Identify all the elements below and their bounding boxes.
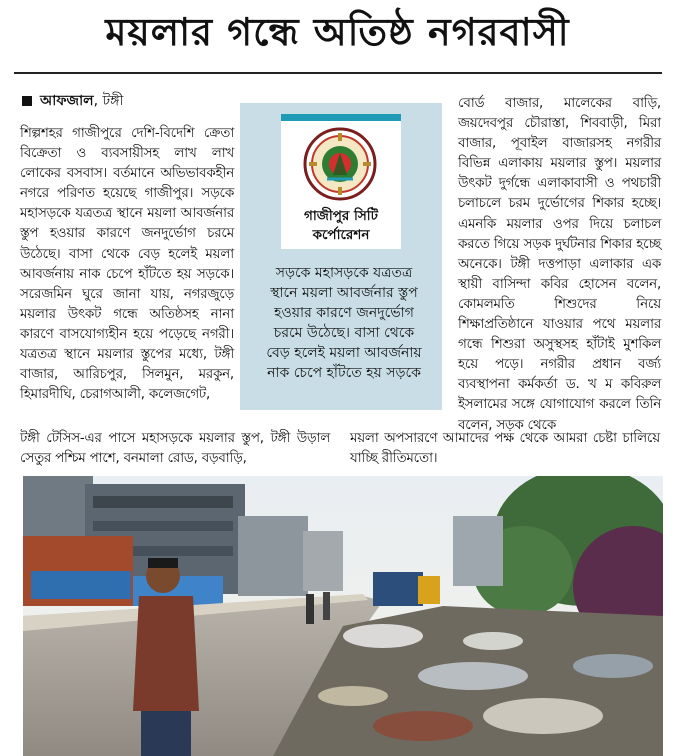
- logo-caption: গাজীপুর সিটি কর্পোরেশন: [304, 208, 378, 243]
- byline-location: টঙ্গী: [102, 93, 124, 109]
- pull-quote: সড়কে মহাসড়কে যত্রতত্র স্থানে ময়লা আবর্জনার স্তুপ হওয়ার কারণে জনদুর্ভোগ চরমে উঠেছে। বাসা থেকে বেড় হলেই ময়লা আবর্জনায় নাক চেপে হাঁটতে হয় সড়কে: [266, 265, 422, 381]
- article-column-3: বোর্ড বাজার, মালেকের বাড়ি, জয়দেবপুর চৌরাস্তা, শিববাড়ী, মিরা বাজার, পূবাইল বাজারসহ নগরীর বিভিন্ন এলাকায় ময়লার স্তুপ। ময়লার উৎকট দুর্গন্ধে এলাকাবাসী ও পথচারী চলাচলে চরম দুর্ভোগের শিকার হচ্ছে। এমনকি ময়লার ওপর দিয়ে চলাচল করতে গিয়ে সড়ক দুর্ঘটনার শিকার হচ্ছে অনেকে। টঙ্গী দত্তপাড়া এলাকার এক স্থায়ী বাসিন্দা কবির হোসেন বলেন, কোমলমতি শিশুদের নিয়ে শিক্ষাপ্রতিষ্ঠানে যাওয়ার পথে ময়লার গন্ধে শিশুরা অসুস্থসহ হাঁটাই মুশকিল হয়ে পড়ে। নগরীর প্রধান বর্জ্য ব্যবস্থাপনা কর্মকর্তা ড. খ ম কবিরুল ইসলামের সঙ্গে যোগাযোগ করলে তিনি বলেন, সড়ক থেকে: [458, 96, 661, 433]
- article-column-1: শিল্পশহর গাজীপুরে দেশি-বিদেশি ক্রেতা বিক্রেতা ও ব্যবসায়ীসহ লাখ লাখ লোকের বসবাস। বর্তমানে অভিভাবকহীন নগরে পরিণত হয়েছে গাজীপুর। সড়কে মহাসড়কে যত্রতত্র স্থানে ময়লা আবর্জনার স্তুপ হওয়ার কারণে জনদুর্ভোগ চরমে উঠেছে। বাসা থেকে বেড় হলেই ময়লা আবর্জনায় নাক চেপে হাঁটতে হয় সড়কে। সরেজমিন ঘুরে জানা যায়, নগরজুড়ে ময়লার উৎকট গন্ধে অতিষ্ঠসহ নানা কারণে বাসযোগ্যহীন হয়ে পড়েছে নগরী। যত্রতত্র স্থানে ময়লার স্তুপের মধ্যে, টঙ্গী বাজার, আরিচপুর, সিলমুন, মরকুন, হিমারদীঘি, চেরাগআলী, কলেজগেট,: [20, 126, 234, 403]
- gazipur-city-corporation-logo-icon: [303, 127, 377, 201]
- street-garbage-photo: [23, 476, 663, 756]
- sidebar-box: [240, 103, 442, 410]
- byline: আফজাল, টঙ্গী: [22, 92, 123, 110]
- article-column-1-tail: টঙ্গী টেসিস-এর পাসে মহাসড়কে ময়লার স্তুপ, টঙ্গী উড়াল সেতুর পশ্চিম পাশে, বনমালা রোড, বড়বাড়ি,: [20, 431, 330, 467]
- byline-author: আফজাল: [40, 93, 94, 109]
- byline-square-icon: [22, 96, 32, 106]
- headline-rule: [14, 72, 662, 74]
- headline: ময়লার গন্ধে অতিষ্ঠ নগরবাসী: [105, 9, 570, 54]
- article-column-3-tail: ময়লা অপসারণে আমাদের পক্ষ থেকে আমরা চেষ্টা চালিয়ে যাচ্ছি রীতিমতো।: [350, 431, 660, 467]
- logo-box: [281, 114, 401, 249]
- street-scene-image: [23, 476, 663, 756]
